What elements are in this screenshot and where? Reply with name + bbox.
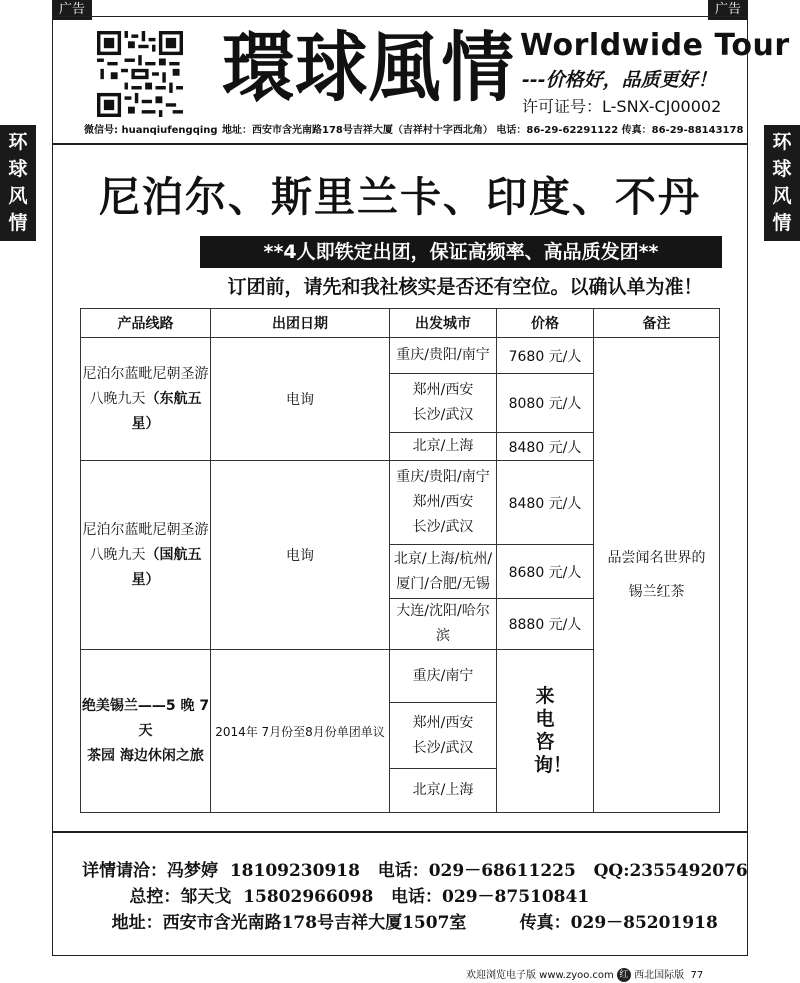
contact-line: 总控：邹天戈 15802966098 电话：029－87510841 xyxy=(82,887,590,907)
side-char: 风 xyxy=(772,185,792,207)
product-name: 尼泊尔蓝毗尼朝圣游 xyxy=(82,521,209,538)
wechat-id: 微信号: huanqiufengqing xyxy=(84,125,218,136)
city-line: 郑州/西安 xyxy=(412,714,474,731)
departure-city xyxy=(390,374,497,433)
brand-english: Worldwide Tour xyxy=(520,28,790,63)
destination-title: 尼泊尔、斯里兰卡、印度、不丹 xyxy=(99,173,701,221)
product-duration: 八晚九天 xyxy=(89,546,146,563)
table-row xyxy=(81,338,720,374)
price: 8480 元/人 xyxy=(497,461,594,545)
product-name: 尼泊尔蓝毗尼朝圣游 xyxy=(82,365,209,382)
price-inquiry: 来电咨询！ xyxy=(534,685,573,776)
remark-line: 锡兰红茶 xyxy=(628,584,685,600)
city-line: 长沙/武汉 xyxy=(412,407,474,423)
city-line: 郑州/西安 xyxy=(412,382,474,398)
price-table xyxy=(80,308,720,813)
side-char: 环 xyxy=(772,131,792,153)
product-airline: （东航五星） xyxy=(131,390,202,432)
price: 8680 元/人 xyxy=(497,545,594,599)
license-number: 许可证号：L-SNX-CJ00002 xyxy=(522,97,722,116)
departure-date: 2014年 7月份至8月份单团单议 xyxy=(211,650,390,813)
departure-city xyxy=(390,461,497,545)
departure-city: 重庆/贵阳/南宁 xyxy=(390,338,497,374)
col-header: 价格 xyxy=(497,309,594,338)
col-header: 产品线路 xyxy=(81,309,211,338)
seal-icon: 红 xyxy=(617,968,631,982)
remark-line: 品尝闻名世界的 xyxy=(607,550,706,566)
city-line: 郑州/西安 xyxy=(412,494,474,510)
footer-text: 欢迎浏览电子版 www.zyoo.com xyxy=(466,970,614,981)
price: 7680 元/人 xyxy=(497,338,594,374)
departure-city: 重庆/南宁 xyxy=(390,650,497,703)
guarantee-banner: **4人即铁定出团，保证高频率、高品质发团** xyxy=(200,236,722,268)
footer xyxy=(466,966,703,982)
price-inquiry-cell xyxy=(497,650,594,813)
contact-line: 详情请洽：冯梦婷 18109230918 电话：029－68611225 QQ:2355492076 xyxy=(82,861,748,881)
table-header-row xyxy=(81,309,720,338)
price: 8480 元/人 xyxy=(497,433,594,461)
page-number: 77 xyxy=(690,970,704,981)
city-line: 长沙/武汉 xyxy=(412,519,474,535)
departure-date: 电询 xyxy=(211,338,390,461)
departure-city: 北京/上海 xyxy=(390,433,497,461)
header-address: 地址：西安市含光南路178号吉祥大厦（吉祥村十字西北角） 电话：86-29-62291122 传真：86-29-88143178 xyxy=(222,125,744,136)
qr-code-icon[interactable] xyxy=(97,31,183,117)
side-char: 球 xyxy=(772,158,792,180)
product-cell xyxy=(81,461,211,650)
divider xyxy=(52,143,748,145)
departure-city: 大连/沈阳/哈尔滨 xyxy=(390,599,497,650)
col-header: 出发城市 xyxy=(390,309,497,338)
booking-notice: 订团前，请先和我社核实是否还有空位。以确认单为准！ xyxy=(227,276,703,298)
city-line: 长沙/武汉 xyxy=(412,739,474,756)
city-line: 重庆/贵阳/南宁 xyxy=(396,469,490,485)
city-line: 北京/上海/杭州/ xyxy=(393,550,493,567)
price: 8080 元/人 xyxy=(497,374,594,433)
brand-logo: 環球風情 xyxy=(222,23,515,112)
col-header: 备注 xyxy=(594,309,720,338)
departure-date: 电询 xyxy=(211,461,390,650)
slogan: ---价格好，品质更好！ xyxy=(522,69,717,91)
side-char: 球 xyxy=(8,158,28,180)
side-char: 情 xyxy=(772,212,792,234)
footer-edition: 西北国际版 xyxy=(634,970,685,981)
city-line: 厦门/合肥/无锡 xyxy=(396,575,490,592)
price: 8880 元/人 xyxy=(497,599,594,650)
col-header: 出团日期 xyxy=(211,309,390,338)
product-cell xyxy=(81,338,211,461)
departure-city xyxy=(390,703,497,769)
product-name: 绝美锡兰——5 晚 7 天 xyxy=(81,697,210,739)
ad-label-right: 广告 xyxy=(708,0,748,20)
departure-city xyxy=(390,545,497,599)
product-cell xyxy=(81,650,211,813)
product-subtitle: 茶园 海边休闲之旅 xyxy=(87,747,204,764)
divider xyxy=(52,831,748,833)
product-airline: （国航五星） xyxy=(131,546,202,588)
contact-line: 地址：西安市含光南路178号吉祥大厦1507室 传真：029－85201918 xyxy=(82,913,718,933)
side-char: 情 xyxy=(8,212,28,234)
product-duration: 八晚九天 xyxy=(89,390,146,407)
remark-cell xyxy=(594,338,720,813)
side-char: 风 xyxy=(8,185,28,207)
departure-city: 北京/上海 xyxy=(390,769,497,813)
side-char: 环 xyxy=(8,131,28,153)
ad-label-left: 广告 xyxy=(52,0,92,20)
